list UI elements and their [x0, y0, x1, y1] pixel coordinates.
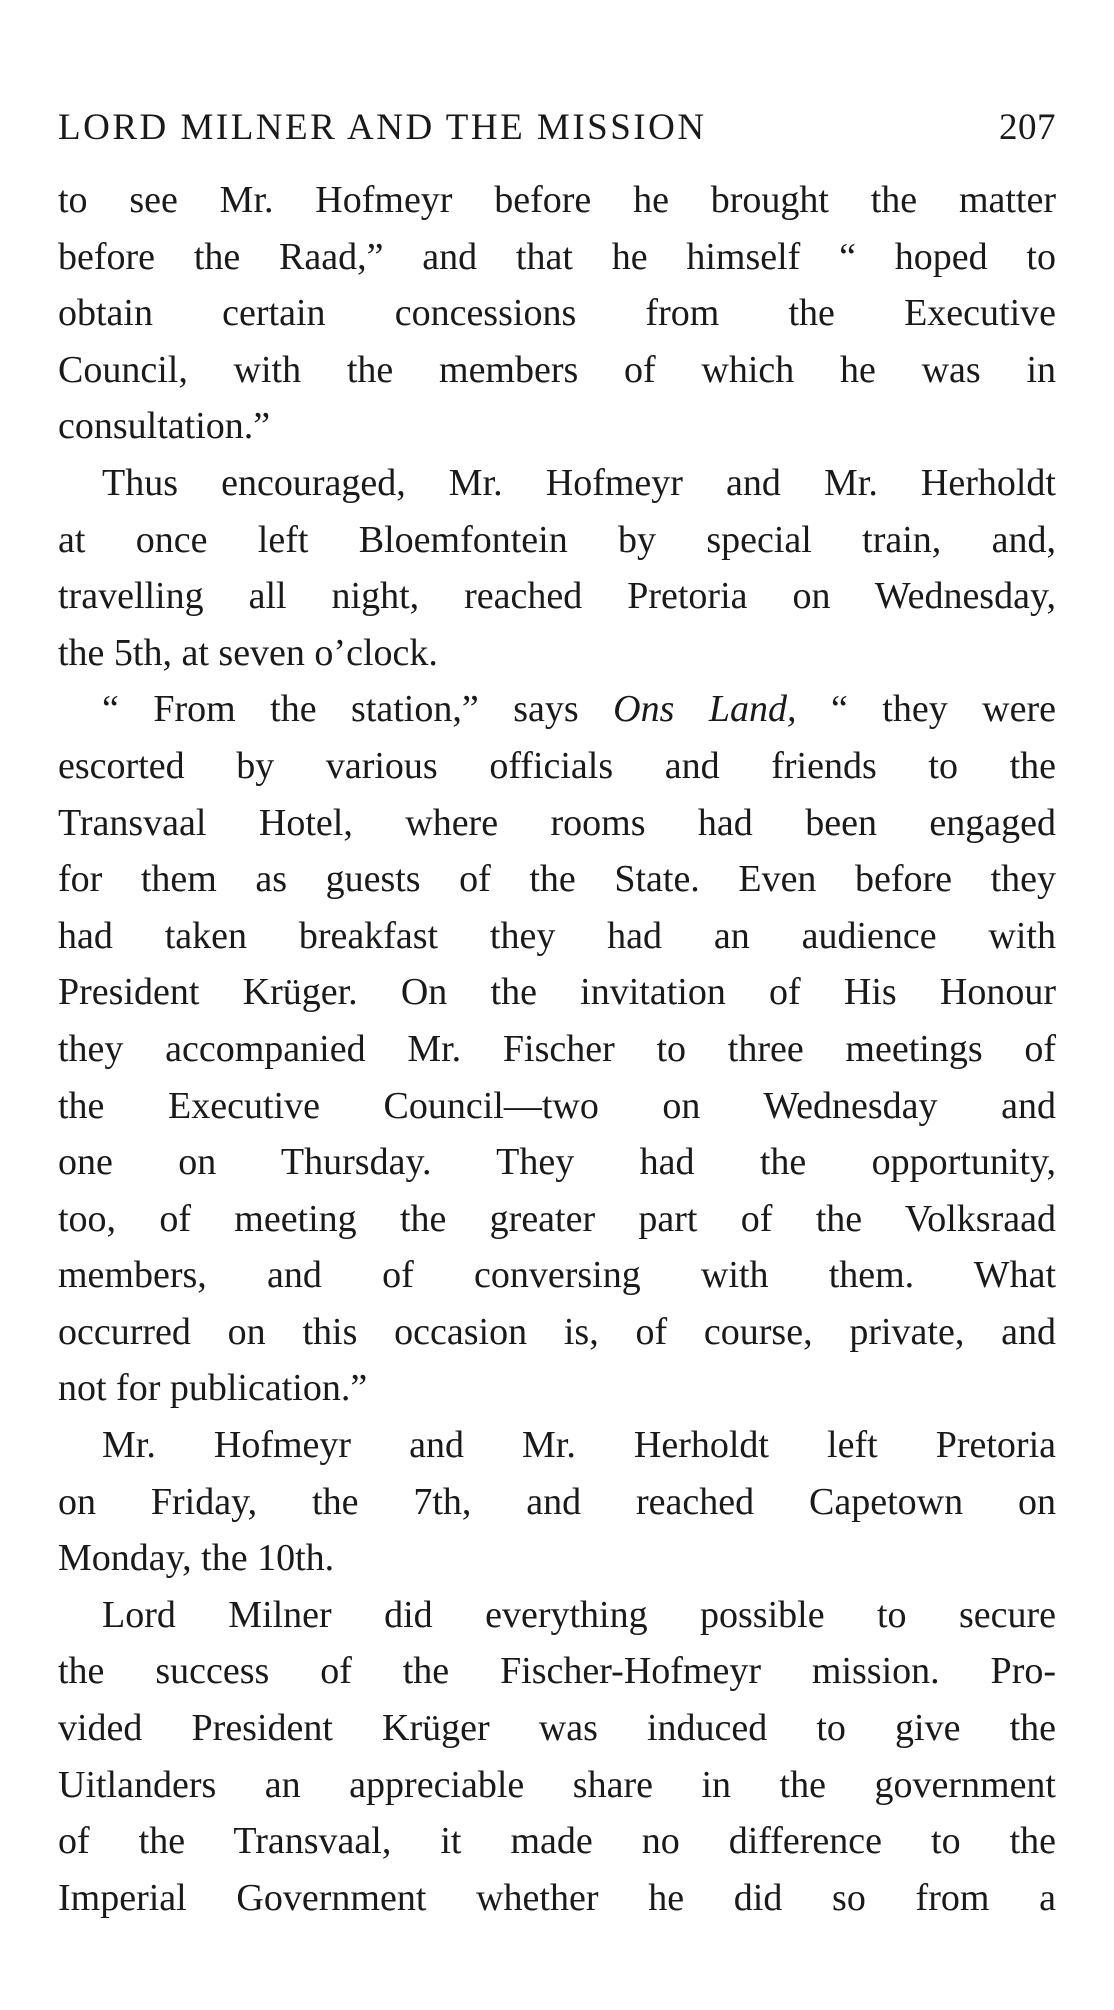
- text-line: not for publication.”: [58, 1367, 368, 1410]
- text-line: too, of meeting the greater part of the Volksraad: [58, 1197, 1056, 1240]
- running-head-title: LORD MILNER AND THE MISSION: [58, 107, 707, 148]
- text-line: they accompanied Mr. Fischer to three meetings of: [58, 1027, 1056, 1070]
- text-run: “ From the station,” says: [102, 688, 614, 731]
- text-line: to see Mr. Hofmeyr before he brought the matter: [58, 179, 1056, 221]
- text-line: of the Transvaal, it made no difference to the: [58, 1820, 1056, 1863]
- text-line: [58, 681, 1056, 738]
- text-line: occurred on this occasion is, of course, private, and: [58, 1310, 1056, 1353]
- text-line: Mr. Hofmeyr and Mr. Herholdt left Pretoria: [102, 1424, 1056, 1467]
- text-line: obtain certain concessions from the Executive: [58, 292, 1056, 335]
- text-line: President Krüger. On the invitation of His Honour: [58, 971, 1056, 1014]
- text-line: the success of the Fischer-Hofmeyr mission. Pro-: [58, 1650, 1056, 1693]
- text-line: before the Raad,” and that he himself “ hoped to: [58, 235, 1056, 278]
- text-line: the Executive Council—two on Wednesday and: [58, 1084, 1056, 1127]
- text-line: on Friday, the 7th, and reached Capetown on: [58, 1480, 1056, 1523]
- text-line: members, and of conversing with them. What: [58, 1254, 1056, 1297]
- text-line: Monday, the 10th.: [58, 1537, 335, 1580]
- text-line: one on Thursday. They had the opportunity,: [58, 1141, 1056, 1184]
- text-line: the 5th, at seven o’clock.: [58, 631, 438, 674]
- newspaper-title: Ons Land,: [613, 688, 797, 731]
- running-head: [58, 104, 1056, 152]
- body-text: [58, 172, 1056, 1926]
- text-line: Transvaal Hotel, where rooms had been engaged: [58, 801, 1056, 844]
- text-line: Imperial Government whether he did so from a: [58, 1876, 1056, 1919]
- page-number: 207: [999, 107, 1056, 148]
- text-line: consultation.”: [58, 405, 271, 448]
- text-line: at once left Bloemfontein by special train, and,: [58, 518, 1056, 561]
- text-line: escorted by various officials and friends to the: [58, 744, 1056, 787]
- text-line: had taken breakfast they had an audience with: [58, 914, 1056, 957]
- text-line: vided President Krüger was induced to give the: [58, 1707, 1056, 1750]
- text-line: for them as guests of the State. Even before they: [58, 858, 1056, 901]
- text-run: “ they were: [796, 688, 1056, 731]
- text-line: Uitlanders an appreciable share in the government: [58, 1763, 1056, 1806]
- text-line: travelling all night, reached Pretoria on Wednesday,: [58, 575, 1056, 618]
- text-line: Council, with the members of which he was in: [58, 348, 1056, 391]
- text-line: Thus encouraged, Mr. Hofmeyr and Mr. Herholdt: [102, 461, 1056, 504]
- text-line: Lord Milner did everything possible to secure: [102, 1593, 1056, 1636]
